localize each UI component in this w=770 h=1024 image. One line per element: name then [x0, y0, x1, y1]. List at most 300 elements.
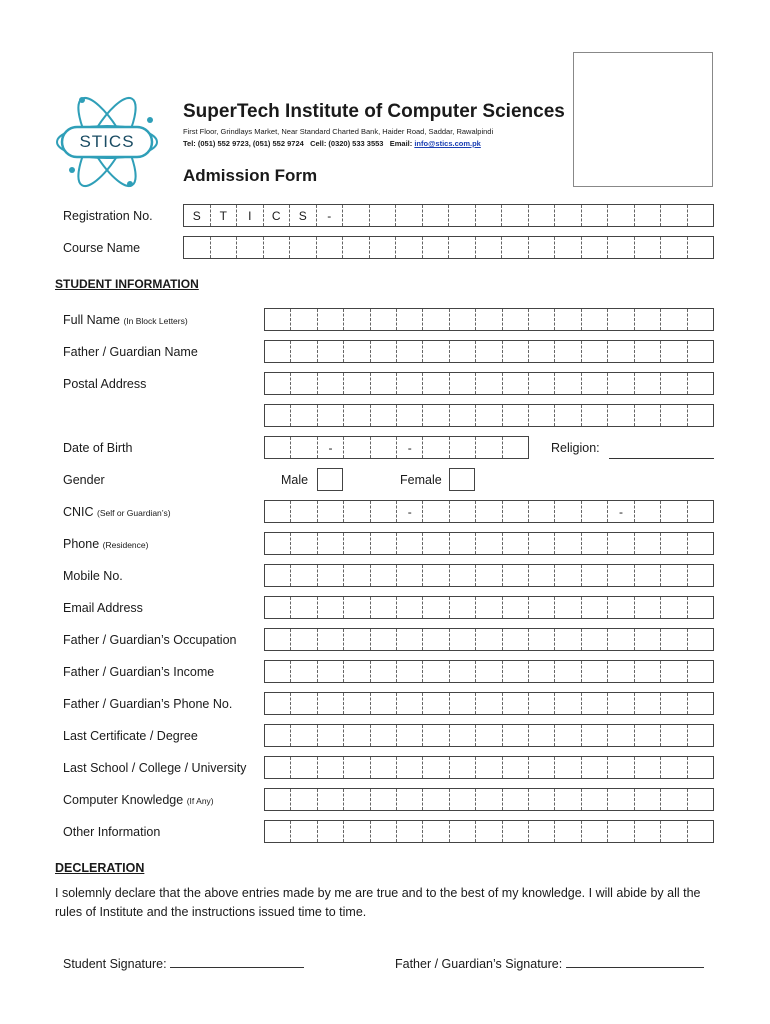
box-cell	[317, 237, 344, 258]
box-cell	[608, 629, 634, 650]
certificate-input[interactable]	[264, 724, 714, 747]
box-cell	[371, 597, 397, 618]
box-cell	[371, 373, 397, 394]
cnic-label-text: CNIC	[63, 505, 94, 519]
gender-male-label: Male	[281, 473, 309, 487]
box-cell	[450, 629, 476, 650]
box-cell	[503, 821, 529, 842]
box-cell	[608, 309, 634, 330]
box-cell	[450, 693, 476, 714]
box-cell	[529, 725, 555, 746]
box-cell	[344, 565, 370, 586]
box-cell	[582, 341, 608, 362]
box-cell	[661, 341, 687, 362]
reg-char: S	[184, 205, 211, 226]
box-cell	[344, 757, 370, 778]
full-name-label-text: Full Name	[63, 313, 120, 327]
box-cell	[450, 533, 476, 554]
box-cell	[318, 661, 344, 682]
box-cell	[555, 821, 581, 842]
box-cell	[476, 533, 502, 554]
box-cell	[582, 757, 608, 778]
box-cell	[635, 725, 661, 746]
dob-separator: -	[318, 437, 344, 458]
box-cell	[265, 373, 291, 394]
box-cell	[318, 373, 344, 394]
reg-char: I	[237, 205, 264, 226]
box-cell	[529, 309, 555, 330]
reg-char: S	[290, 205, 317, 226]
course-input[interactable]	[183, 236, 714, 259]
box-cell	[688, 661, 713, 682]
box-cell	[582, 565, 608, 586]
box-cell	[582, 629, 608, 650]
box-cell	[450, 437, 476, 458]
box-cell	[476, 725, 502, 746]
guardian-phone-label: Father / Guardian’s Phone No.	[63, 697, 233, 711]
box-cell	[265, 757, 291, 778]
box-cell	[555, 693, 581, 714]
box-cell	[502, 205, 529, 226]
email-input[interactable]	[264, 596, 714, 619]
box-cell	[555, 789, 581, 810]
box-cell	[661, 789, 687, 810]
box-cell	[371, 501, 397, 522]
box-cell	[371, 309, 397, 330]
box-cell	[318, 821, 344, 842]
box-cell	[318, 565, 344, 586]
box-cell	[688, 565, 713, 586]
box-cell	[265, 533, 291, 554]
box-cell	[529, 629, 555, 650]
box-cell	[529, 757, 555, 778]
box-cell	[371, 757, 397, 778]
box-cell	[344, 629, 370, 650]
box-cell	[344, 405, 370, 426]
other-info-label: Other Information	[63, 825, 161, 839]
box-cell	[555, 237, 582, 258]
box-cell	[265, 821, 291, 842]
box-cell	[344, 693, 370, 714]
box-cell	[529, 405, 555, 426]
computer-knowledge-input[interactable]	[264, 788, 714, 811]
box-cell	[582, 373, 608, 394]
box-cell	[291, 757, 317, 778]
box-cell	[291, 597, 317, 618]
box-cell	[476, 405, 502, 426]
box-cell	[450, 405, 476, 426]
phone-label	[63, 537, 148, 551]
box-cell	[449, 237, 476, 258]
box-cell	[450, 725, 476, 746]
cnic-label	[63, 505, 171, 519]
box-cell	[608, 237, 635, 258]
box-cell	[344, 373, 370, 394]
box-cell	[265, 725, 291, 746]
guardian-signature-line[interactable]	[566, 955, 704, 968]
box-cell	[265, 341, 291, 362]
box-cell	[265, 501, 291, 522]
box-cell	[661, 661, 687, 682]
box-cell	[503, 405, 529, 426]
full-name-input[interactable]	[264, 308, 714, 331]
box-cell	[344, 661, 370, 682]
box-cell	[397, 309, 423, 330]
box-cell	[688, 237, 714, 258]
box-cell	[423, 757, 449, 778]
course-label: Course Name	[63, 241, 141, 255]
box-cell	[688, 789, 713, 810]
box-cell	[661, 725, 687, 746]
box-cell	[582, 821, 608, 842]
box-cell	[397, 821, 423, 842]
box-cell	[396, 205, 423, 226]
box-cell	[371, 821, 397, 842]
box-cell	[608, 373, 634, 394]
box-cell	[503, 693, 529, 714]
box-cell	[555, 309, 581, 330]
box-cell	[688, 405, 713, 426]
box-cell	[529, 501, 555, 522]
box-cell	[450, 501, 476, 522]
tel-label: Tel:	[183, 139, 196, 148]
school-input[interactable]	[264, 756, 714, 779]
box-cell	[344, 789, 370, 810]
box-cell	[423, 661, 449, 682]
box-cell	[635, 237, 662, 258]
box-cell	[661, 693, 687, 714]
box-cell	[688, 309, 713, 330]
postal-address-label: Postal Address	[63, 377, 147, 391]
box-cell	[449, 205, 476, 226]
box-cell	[582, 725, 608, 746]
box-cell	[450, 661, 476, 682]
box-cell	[423, 373, 449, 394]
box-cell	[608, 341, 634, 362]
box-cell	[503, 373, 529, 394]
box-cell	[291, 309, 317, 330]
religion-input[interactable]	[609, 444, 714, 459]
box-cell	[265, 437, 291, 458]
gender-male-checkbox[interactable]	[317, 468, 343, 491]
cnic-input[interactable]	[264, 500, 714, 523]
box-cell	[450, 565, 476, 586]
box-cell	[423, 597, 449, 618]
box-cell	[529, 341, 555, 362]
box-cell	[371, 437, 397, 458]
box-cell	[661, 501, 687, 522]
box-cell	[635, 205, 662, 226]
box-cell	[503, 629, 529, 650]
student-info-heading: STUDENT INFORMATION	[55, 277, 199, 291]
box-cell	[237, 237, 264, 258]
box-cell	[397, 533, 423, 554]
box-cell	[661, 309, 687, 330]
box-cell	[318, 757, 344, 778]
declaration-heading: DECLERATION	[55, 861, 145, 875]
box-cell	[635, 373, 661, 394]
income-label: Father / Guardian’s Income	[63, 665, 215, 679]
guardian-phone-input[interactable]	[264, 692, 714, 715]
box-cell	[371, 693, 397, 714]
computer-knowledge-label	[63, 793, 214, 807]
box-cell	[688, 693, 713, 714]
declaration-text: I solemnly declare that the above entries made by me are true and to the best of my knowledge. I will abide by all the rules of Institute and the instructions issued time to time.	[55, 886, 701, 919]
mobile-input[interactable]	[264, 564, 714, 587]
box-cell	[503, 309, 529, 330]
box-cell	[608, 693, 634, 714]
box-cell	[265, 789, 291, 810]
box-cell	[503, 725, 529, 746]
box-cell	[370, 237, 397, 258]
box-cell	[582, 789, 608, 810]
student-signature-line[interactable]	[170, 955, 304, 968]
box-cell	[661, 533, 687, 554]
box-cell	[318, 693, 344, 714]
box-cell	[555, 661, 581, 682]
box-cell	[450, 597, 476, 618]
box-cell	[476, 237, 503, 258]
cnic-separator: -	[397, 501, 423, 522]
box-cell	[291, 373, 317, 394]
box-cell	[661, 597, 687, 618]
cnic-separator: -	[608, 501, 634, 522]
box-cell	[343, 237, 370, 258]
box-cell	[555, 205, 582, 226]
box-cell	[635, 789, 661, 810]
box-cell	[318, 341, 344, 362]
guardian-signature-field	[395, 955, 704, 971]
box-cell	[397, 373, 423, 394]
box-cell	[635, 533, 661, 554]
box-cell	[661, 629, 687, 650]
box-cell	[476, 789, 502, 810]
reg-char: T	[211, 205, 238, 226]
box-cell	[423, 341, 449, 362]
other-info-input[interactable]	[264, 820, 714, 843]
box-cell	[608, 789, 634, 810]
box-cell	[291, 565, 317, 586]
box-cell	[450, 789, 476, 810]
box-cell	[661, 205, 688, 226]
box-cell	[582, 597, 608, 618]
box-cell	[608, 597, 634, 618]
box-cell	[529, 205, 556, 226]
box-cell	[476, 661, 502, 682]
box-cell	[291, 533, 317, 554]
box-cell	[688, 501, 713, 522]
box-cell	[635, 405, 661, 426]
box-cell	[291, 661, 317, 682]
box-cell	[450, 757, 476, 778]
box-cell	[582, 693, 608, 714]
box-cell	[476, 757, 502, 778]
father-name-label: Father / Guardian Name	[63, 345, 198, 359]
box-cell	[688, 373, 713, 394]
box-cell	[396, 237, 423, 258]
box-cell	[423, 237, 450, 258]
box-cell	[582, 405, 608, 426]
registration-input[interactable]	[183, 204, 714, 227]
box-cell	[318, 309, 344, 330]
cell-label: Cell:	[310, 139, 327, 148]
box-cell	[291, 789, 317, 810]
gender-female-checkbox[interactable]	[449, 468, 475, 491]
phone-input[interactable]	[264, 532, 714, 555]
box-cell	[555, 341, 581, 362]
box-cell	[635, 501, 661, 522]
box-cell	[318, 405, 344, 426]
box-cell	[423, 501, 449, 522]
box-cell	[661, 565, 687, 586]
box-cell	[582, 237, 609, 258]
box-cell	[555, 565, 581, 586]
box-cell	[291, 629, 317, 650]
box-cell	[423, 565, 449, 586]
box-cell	[555, 597, 581, 618]
student-signature-field	[63, 955, 304, 971]
religion-label: Religion:	[551, 441, 600, 455]
guardian-signature-label: Father / Guardian’s Signature:	[395, 957, 563, 971]
box-cell	[688, 205, 714, 226]
box-cell	[318, 533, 344, 554]
email-label: Email:	[389, 139, 413, 148]
box-cell	[608, 205, 635, 226]
box-cell	[423, 629, 449, 650]
box-cell	[503, 789, 529, 810]
box-cell	[476, 501, 502, 522]
box-cell	[397, 341, 423, 362]
box-cell	[397, 789, 423, 810]
box-cell	[635, 757, 661, 778]
box-cell	[582, 501, 608, 522]
box-cell	[291, 725, 317, 746]
box-cell	[265, 405, 291, 426]
box-cell	[503, 597, 529, 618]
box-cell	[265, 661, 291, 682]
box-cell	[608, 565, 634, 586]
box-cell	[476, 629, 502, 650]
box-cell	[371, 629, 397, 650]
box-cell	[397, 565, 423, 586]
box-cell	[476, 437, 502, 458]
box-cell	[423, 821, 449, 842]
box-cell	[503, 565, 529, 586]
box-cell	[635, 341, 661, 362]
occupation-label: Father / Guardian’s Occupation	[63, 633, 237, 647]
institute-logo	[52, 92, 162, 192]
full-name-label	[63, 313, 188, 327]
box-cell	[291, 341, 317, 362]
box-cell	[265, 597, 291, 618]
box-cell	[608, 821, 634, 842]
box-cell	[344, 725, 370, 746]
box-cell	[582, 205, 609, 226]
mobile-label: Mobile No.	[63, 569, 123, 583]
box-cell	[635, 821, 661, 842]
box-cell	[608, 757, 634, 778]
box-cell	[688, 341, 713, 362]
box-cell	[371, 789, 397, 810]
box-cell	[529, 533, 555, 554]
box-cell	[344, 533, 370, 554]
box-cell	[318, 597, 344, 618]
box-cell	[265, 309, 291, 330]
box-cell	[397, 757, 423, 778]
box-cell	[555, 373, 581, 394]
box-cell	[476, 597, 502, 618]
dob-label: Date of Birth	[63, 441, 133, 455]
dob-separator: -	[397, 437, 423, 458]
box-cell	[608, 725, 634, 746]
box-cell	[344, 309, 370, 330]
box-cell	[450, 373, 476, 394]
box-cell	[503, 757, 529, 778]
box-cell	[529, 597, 555, 618]
computer-knowledge-note: (If Any)	[186, 796, 214, 806]
box-cell	[661, 237, 688, 258]
box-cell	[688, 597, 713, 618]
box-cell	[503, 437, 528, 458]
box-cell	[344, 501, 370, 522]
box-cell	[318, 725, 344, 746]
school-label: Last School / College / University	[63, 761, 247, 775]
postal-address-input-line2[interactable]	[264, 404, 714, 427]
occupation-input[interactable]	[264, 628, 714, 651]
box-cell	[265, 629, 291, 650]
postal-address-input-line1[interactable]	[264, 372, 714, 395]
phone-label-text: Phone	[63, 537, 100, 551]
box-cell	[661, 405, 687, 426]
reg-char: C	[264, 205, 291, 226]
box-cell	[661, 821, 687, 842]
box-cell	[555, 757, 581, 778]
father-name-input[interactable]	[264, 340, 714, 363]
email-link[interactable]: info@stics.com.pk	[414, 139, 481, 148]
box-cell	[476, 373, 502, 394]
box-cell	[503, 501, 529, 522]
box-cell	[503, 661, 529, 682]
photo-box	[573, 52, 713, 187]
box-cell	[397, 405, 423, 426]
box-cell	[688, 725, 713, 746]
box-cell	[635, 661, 661, 682]
box-cell	[529, 237, 556, 258]
gender-female-label: Female	[400, 473, 442, 487]
box-cell	[688, 757, 713, 778]
box-cell	[503, 341, 529, 362]
box-cell	[688, 821, 713, 842]
box-cell	[344, 437, 370, 458]
institute-contact	[183, 126, 493, 150]
box-cell	[688, 629, 713, 650]
dob-input[interactable]	[264, 436, 529, 459]
box-cell	[397, 661, 423, 682]
box-cell	[529, 693, 555, 714]
box-cell	[555, 629, 581, 650]
box-cell	[211, 237, 238, 258]
box-cell	[476, 309, 502, 330]
income-input[interactable]	[264, 660, 714, 683]
box-cell	[318, 501, 344, 522]
box-cell	[397, 629, 423, 650]
box-cell	[397, 597, 423, 618]
box-cell	[397, 693, 423, 714]
box-cell	[502, 237, 529, 258]
gender-label: Gender	[63, 473, 105, 487]
institute-name: SuperTech Institute of Computer Sciences	[183, 101, 565, 122]
box-cell	[582, 533, 608, 554]
